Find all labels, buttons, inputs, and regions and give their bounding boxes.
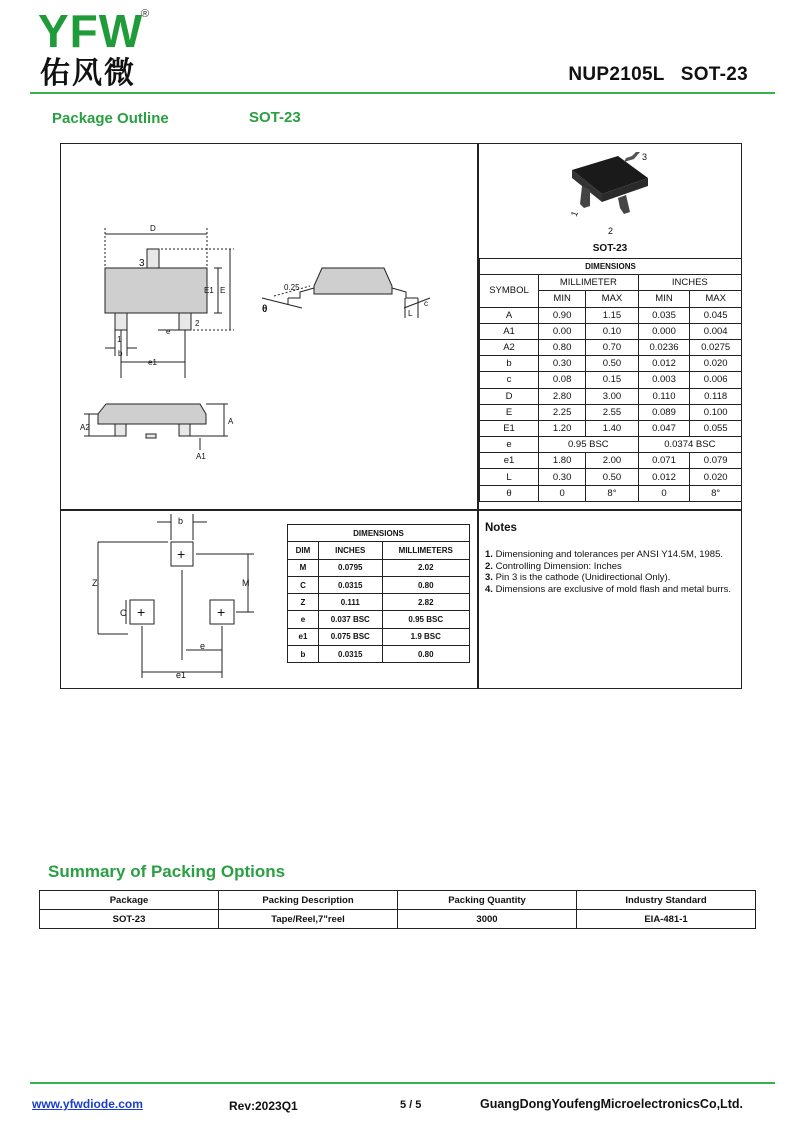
header-package: SOT-23: [680, 64, 748, 85]
packing-header-quantity: Packing Quantity: [398, 891, 577, 910]
cell: 1.15: [586, 307, 638, 323]
label-A: A: [228, 417, 234, 426]
cell: 0.30: [539, 469, 586, 485]
label-pin1: 1: [117, 335, 122, 344]
note-1: 1. Dimensioning and tolerances per ANSI Y14.5M, 1985.: [485, 549, 724, 560]
cell: Tape/Reel,7"reel: [219, 910, 398, 929]
cell: 1.40: [586, 420, 638, 436]
cell: b: [480, 356, 539, 372]
label-pin3: 3: [139, 258, 145, 269]
cell: 8°: [690, 485, 742, 501]
cell: e: [288, 611, 319, 628]
land-dimensions-table: [287, 524, 470, 663]
cell: 1.20: [539, 420, 586, 436]
label-L: L: [408, 309, 413, 318]
packing-header-package: Package: [40, 891, 219, 910]
cell: θ: [480, 485, 539, 501]
cell: 8°: [586, 485, 638, 501]
cell: 0.10: [586, 323, 638, 339]
header-in-max: MAX: [690, 291, 742, 307]
table-row: [480, 372, 742, 388]
table-row: [288, 559, 470, 576]
label-A2: A2: [80, 423, 90, 432]
cell: 0.020: [690, 356, 742, 372]
cell: 0.111: [319, 594, 383, 611]
cell: D: [480, 388, 539, 404]
table-row: [288, 576, 470, 593]
cell: 0.075 BSC: [319, 628, 383, 645]
cell: L: [480, 469, 539, 485]
company-name: GuangDongYoufengMicroelectronicsCo,Ltd.: [480, 1097, 743, 1111]
label-E1: E1: [204, 286, 214, 295]
cell: 0.000: [638, 323, 690, 339]
note-3: 3. Pin 3 is the cathode (Unidirectional Only).: [485, 572, 671, 583]
cell: 0.047: [638, 420, 690, 436]
header-mm-min: MIN: [539, 291, 586, 307]
cell: 0.045: [690, 307, 742, 323]
cell: 0.110: [638, 388, 690, 404]
table-row: [480, 356, 742, 372]
cell: 2.02: [382, 559, 469, 576]
table-row: [480, 437, 742, 453]
package-outline-drawing: [62, 146, 476, 508]
label-D: D: [150, 224, 156, 233]
cell: 2.80: [539, 388, 586, 404]
table-row: [288, 628, 470, 645]
cell: 2.00: [586, 453, 638, 469]
cell: 0.80: [382, 646, 469, 663]
table-row: [288, 646, 470, 663]
header-millimeter: MILLIMETER: [539, 275, 639, 291]
cell: 0.70: [586, 339, 638, 355]
cell: b: [288, 646, 319, 663]
header-mm-max: MAX: [586, 291, 638, 307]
footer-rule: [30, 1082, 775, 1084]
revision: Rev:2023Q1: [229, 1099, 298, 1113]
packing-table: [39, 890, 756, 929]
cell: E1: [480, 420, 539, 436]
land-label-Z: Z: [92, 578, 98, 588]
cell: 0.50: [586, 356, 638, 372]
land-label-b: b: [178, 516, 184, 526]
note-4: 4. Dimensions are exclusive of mold flash and metal burrs.: [485, 583, 732, 595]
cell: 0.071: [638, 453, 690, 469]
table-row: [480, 323, 742, 339]
label-e1: e1: [148, 358, 157, 367]
cell: M: [288, 559, 319, 576]
cell: A: [480, 307, 539, 323]
frame-divider-horizontal: [60, 509, 742, 511]
cell: 0.0374 BSC: [638, 437, 741, 453]
dimensions-title: DIMENSIONS: [480, 259, 742, 275]
packing-header-description: Packing Description: [219, 891, 398, 910]
cell: e: [480, 437, 539, 453]
land-label-M: M: [242, 578, 250, 588]
header-inches: INCHES: [638, 275, 741, 291]
cell: 0.90: [539, 307, 586, 323]
cell: EIA-481-1: [577, 910, 756, 929]
cell: 0.012: [638, 356, 690, 372]
cell: 2.55: [586, 404, 638, 420]
table-row: [480, 404, 742, 420]
logo-text: YFW: [38, 5, 144, 57]
cell: 0.80: [382, 576, 469, 593]
label-pin2: 2: [195, 319, 200, 328]
land-header-inches: INCHES: [319, 542, 383, 559]
section-title-packing: Summary of Packing Options: [48, 862, 286, 881]
land-table-title: DIMENSIONS: [288, 525, 470, 542]
package-image-caption: SOT-23: [592, 243, 628, 254]
image-pin2: 2: [608, 226, 614, 236]
cell: 0.003: [638, 372, 690, 388]
land-label-e: e: [200, 641, 206, 651]
table-row: [288, 611, 470, 628]
notes-list: [485, 549, 735, 595]
label-b: b: [118, 349, 123, 358]
part-number: NUP2105L: [568, 64, 665, 85]
cell: 0.006: [690, 372, 742, 388]
label-E: E: [220, 286, 226, 295]
cell: 2.25: [539, 404, 586, 420]
table-row: [480, 388, 742, 404]
table-row: [480, 485, 742, 501]
website-link[interactable]: www.yfwdiode.com: [32, 1097, 143, 1111]
cell: 0.004: [690, 323, 742, 339]
image-pin1: 1: [568, 209, 580, 218]
table-row: [480, 339, 742, 355]
cell: SOT-23: [40, 910, 219, 929]
cell: 0.0236: [638, 339, 690, 355]
cell: 0.0315: [319, 576, 383, 593]
cell: 0.08: [539, 372, 586, 388]
label-theta: θ: [262, 304, 268, 315]
cell: 0.037 BSC: [319, 611, 383, 628]
cell: 0.15: [586, 372, 638, 388]
section-title-package-outline: Package Outline: [52, 110, 169, 127]
cell: 0: [638, 485, 690, 501]
label-gauge: 0.25: [284, 283, 300, 292]
table-row: [40, 910, 756, 929]
pad-plus-icon: +: [137, 604, 146, 620]
table-row: [480, 307, 742, 323]
packing-header-standard: Industry Standard: [577, 891, 756, 910]
cell: e1: [288, 628, 319, 645]
cell: 1.80: [539, 453, 586, 469]
cell: 0.079: [690, 453, 742, 469]
pad-plus-icon: +: [217, 604, 226, 620]
table-row: [288, 594, 470, 611]
cell: C: [288, 576, 319, 593]
label-c: c: [424, 299, 428, 308]
cell: 3.00: [586, 388, 638, 404]
label-e: e: [166, 327, 171, 336]
cell: 0.035: [638, 307, 690, 323]
land-label-e1: e1: [176, 670, 187, 680]
image-pin3: 3: [642, 152, 648, 162]
cell: 2.82: [382, 594, 469, 611]
cell: 0.30: [539, 356, 586, 372]
land-header-mm: MILLIMETERS: [382, 542, 469, 559]
land-header-dim: DIM: [288, 542, 319, 559]
land-pattern-drawing: [62, 512, 286, 688]
header-rule: [30, 92, 775, 94]
cell: 0.50: [586, 469, 638, 485]
label-A1: A1: [196, 452, 206, 461]
cell: 1.9 BSC: [382, 628, 469, 645]
cell: e1: [480, 453, 539, 469]
cell: 0.089: [638, 404, 690, 420]
cell: 0.020: [690, 469, 742, 485]
pad-plus-icon: +: [177, 546, 186, 562]
registered-mark: ®: [141, 8, 150, 20]
land-label-C: C: [120, 608, 127, 618]
section-package-name: SOT-23: [249, 109, 301, 126]
cell: A2: [480, 339, 539, 355]
cell: 0.0275: [690, 339, 742, 355]
cell: 3000: [398, 910, 577, 929]
cell: 0.0315: [319, 646, 383, 663]
cell: A1: [480, 323, 539, 339]
cell: Z: [288, 594, 319, 611]
document-title: [568, 64, 748, 86]
cell: 0.00: [539, 323, 586, 339]
logo-chinese-name: 佑风微: [40, 56, 136, 91]
dimensions-table: [479, 258, 742, 502]
cell: 0.100: [690, 404, 742, 420]
cell: 0: [539, 485, 586, 501]
header-in-min: MIN: [638, 291, 690, 307]
cell: 0.95 BSC: [382, 611, 469, 628]
cell: 0.0795: [319, 559, 383, 576]
cell: 0.055: [690, 420, 742, 436]
cell: 0.012: [638, 469, 690, 485]
table-row: [480, 420, 742, 436]
cell: 0.80: [539, 339, 586, 355]
sot23-package-image: [560, 150, 670, 242]
cell: E: [480, 404, 539, 420]
notes-title: Notes: [485, 522, 517, 534]
cell: 0.118: [690, 388, 742, 404]
header-symbol: SYMBOL: [480, 275, 539, 307]
note-2: 2. Controlling Dimension: Inches: [485, 560, 622, 572]
page-number: 5 / 5: [400, 1099, 422, 1111]
cell: 0.95 BSC: [539, 437, 639, 453]
cell: c: [480, 372, 539, 388]
table-row: [480, 453, 742, 469]
table-row: [480, 469, 742, 485]
